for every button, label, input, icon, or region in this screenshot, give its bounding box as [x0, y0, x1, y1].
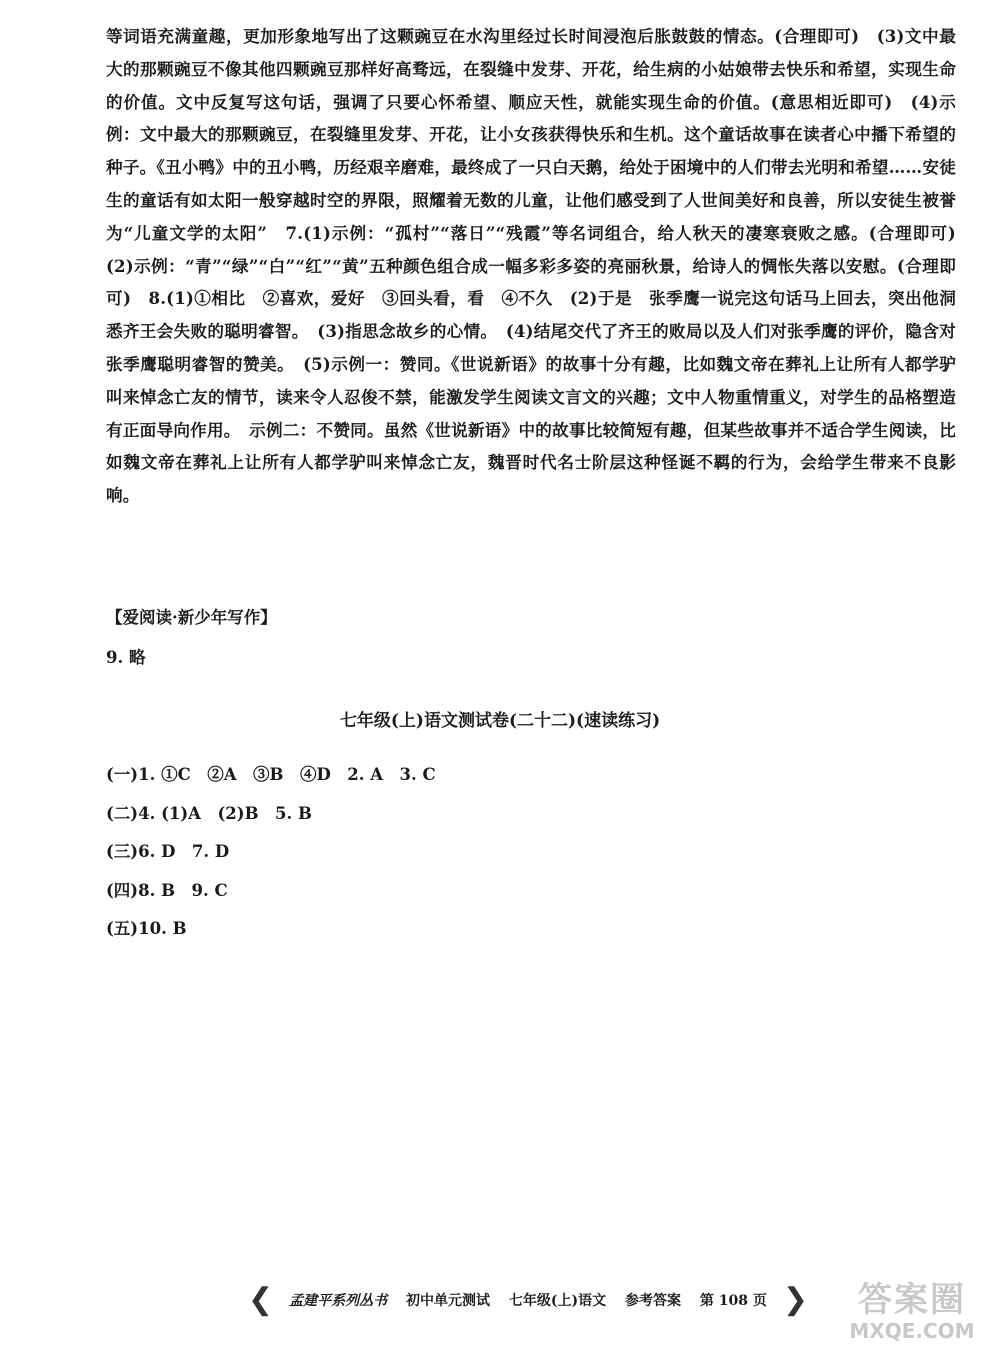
answer-row-5: (五)10. B [106, 919, 187, 938]
answer-list [106, 756, 436, 949]
watermark-logo [832, 1280, 992, 1350]
chevron-left-icon: ❮ [247, 1282, 274, 1317]
page-footer [228, 1280, 828, 1320]
footer-grade-subject: 七年级(上)语文 [508, 1293, 607, 1309]
answer-row-4: (四)8. B 9. C [106, 880, 228, 900]
answer-row-1: (一)1. ①C ②A ③B ④D 2. A 3. C [106, 765, 436, 784]
footer-page-number: 第 108 页 [699, 1293, 767, 1309]
watermark-main: 答案圈 [858, 1280, 966, 1320]
test-title: 七年级(上)语文测试卷(二十二)(速读练习) [339, 711, 661, 731]
footer-text [289, 1290, 767, 1310]
answer-item-9: 9. 略 [106, 648, 146, 667]
answer-row-3: (三)6. D 7. D [106, 842, 230, 861]
answer-paragraph: 等词语充满童趣，更加形象地写出了这颗豌豆在水沟里经过长时间浸泡后胀鼓鼓的情态。(合理即可) (3)文中最大的那颗豌豆不像其他四颗豌豆那样好高骛远，在裂缝中发芽、开花，给生病的小姑娘带去快乐和希望，实现生命的价值。文中反复写这句话，强调了只要心怀希望、顺应天性，就能实现生命的价值。(意思相近即可) (4)示例：文中最大的那颗豌豆，在裂缝里发芽、开花，让小女孩获得快乐和生机。这个童话故事在读者心中播下希望的种子。《丑小鸭》中的丑小鸭，历经艰辛磨难，最终成了一只白天鹅，给处于困境中的人们带去光明和希望……安徒生的童话有如太阳一般穿越时空的界限，照耀着无数的儿童，让他们感受到了人世间美好和良善，所以安徒生被誉为“儿童文学的太阳” 7.(1)示例：“孤村”“落日”“残霞”等名词组合，给人秋天的凄寒衰败之感。(合理即可) (2)示例：“青”“绿”“白”“红”“黄”五种颜色组合成一幅多彩多姿的亮丽秋景，给诗人的惆怅失落以安慰。(合理即可) 8.(1)①相比 ②喜欢，爱好 ③回头看，看 ④不久 (2)于是 张季鹰一说完这句话马上回去，突出他洞悉齐王会失败的聪明睿智。 (3)指思念故乡的心情。 (4)结尾交代了齐王的败局以及人们对张季鹰的评价，隐含对张季鹰聪明睿智的赞美。 (5)示例一：赞同。《世说新语》的故事十分有趣，比如魏文帝在葬礼上让所有人都学驴叫来悼念亡友的情节，读来令人忍俊不禁，能激发学生阅读文言文的兴趣；文中人物重情重义，对学生的品格塑造有正面导向作用。 示例二：不赞同。虽然《世说新语》中的故事比较简短有趣，但某些故事并不适合学生阅读，比如魏文帝在葬礼上让所有人都学驴叫来悼念亡友，魏晋时代名士阶层这种怪诞不羁的行为，会给学生带来不良影响。 [106, 26, 973, 506]
watermark-sub: MXQE.COM [849, 1319, 975, 1343]
footer-series: 孟建平系列丛书 [289, 1293, 388, 1309]
footer-book: 初中单元测试 [406, 1293, 490, 1309]
footer-section: 参考答案 [625, 1293, 681, 1309]
chevron-right-icon: ❯ [782, 1282, 808, 1317]
answer-row-2: (二)4. (1)A (2)B 5. B [106, 803, 312, 823]
section-heading: 【爱阅读·新少年写作】 [106, 608, 277, 627]
